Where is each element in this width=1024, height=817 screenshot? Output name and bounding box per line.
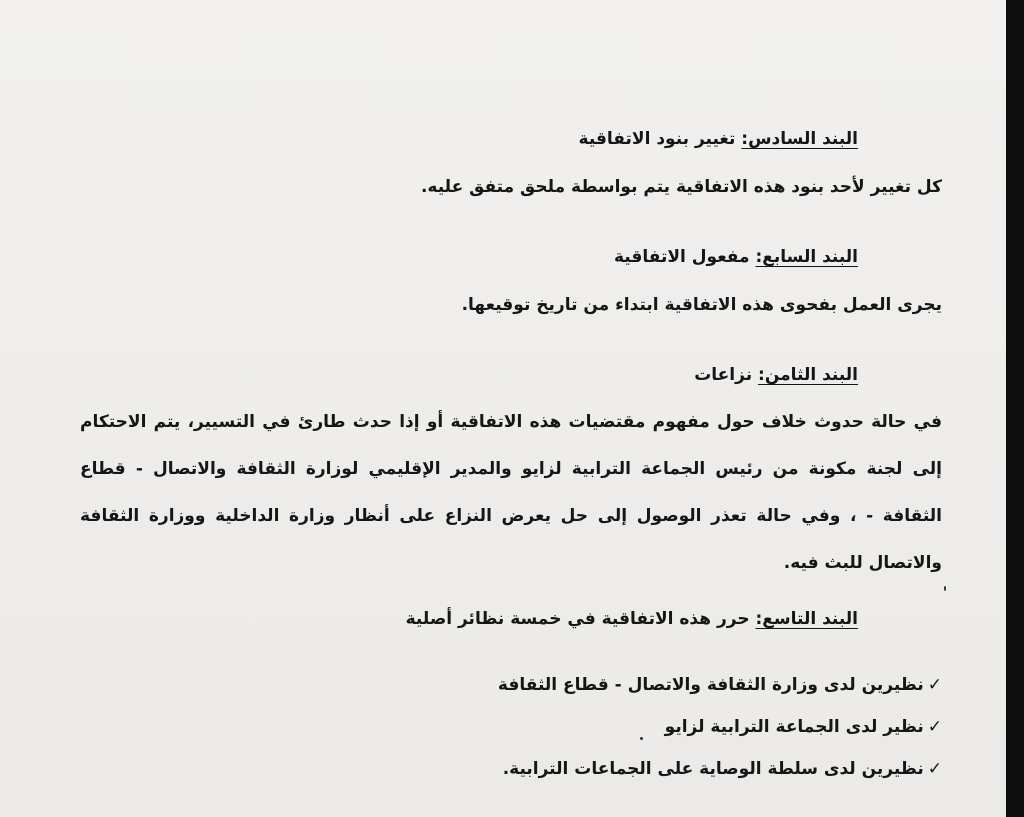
clause-9-title: حرر هذه الاتفاقية في خمسة نظائر أصلية xyxy=(405,609,756,629)
checkmark-icon: ✓ xyxy=(927,759,942,779)
clause-9-heading xyxy=(406,609,858,629)
list-item xyxy=(498,717,942,759)
scan-speck xyxy=(640,737,643,740)
clause-8-text: في حالة حدوث خلاف حول مفهوم مقتضيات هذه الاتفاقية أو إذا حدث طارئ في التسيير، يتم الاحتكام إلى لجنة مكونة من رئيس الجماعة الترابية لزايو والمدير الإقليمي لوزارة الثقافة والاتصال - قطاع الثقافة - ، وفي حالة تعذر الوصول إلى حل يعرض النزاع على أنظار وزارة الداخلية ووزارة الثقافة والاتصال للبث فيه. xyxy=(80,412,942,573)
clause-9-label: البند التاسع: xyxy=(755,609,858,629)
list-item xyxy=(498,759,942,801)
copies-list xyxy=(498,675,942,801)
clause-8-label: البند الثامن: xyxy=(758,365,858,385)
clause-6-text: كل تغيير لأحد بنود هذه الاتفاقية يتم بواسطة ملحق متفق عليه. xyxy=(420,177,942,197)
clause-6-title: تغيير بنود الاتفاقية xyxy=(578,129,742,149)
checkmark-icon: ✓ xyxy=(927,675,942,695)
copy-text: نظيرين لدى وزارة الثقافة والاتصال - قطاع الثقافة xyxy=(497,675,924,695)
list-item xyxy=(498,675,942,717)
checkmark-icon: ✓ xyxy=(927,717,942,737)
clause-7-label: البند السابع: xyxy=(755,247,858,267)
scan-speck xyxy=(944,586,946,591)
clause-6-heading xyxy=(579,129,858,149)
scan-edge xyxy=(1006,0,1024,817)
clause-7-text: يجرى العمل بفحوى هذه الاتفاقية ابتداء من تاريخ توقيعها. xyxy=(461,295,942,315)
clause-7-title: مفعول الاتفاقية xyxy=(614,247,756,267)
clause-8-title: نزاعات xyxy=(694,365,759,385)
copy-text: نظيرين لدى سلطة الوصاية على الجماعات الترابية. xyxy=(502,759,924,779)
clause-7-heading xyxy=(614,247,858,267)
clause-8-heading xyxy=(694,365,858,385)
clause-6-label: البند السادس: xyxy=(741,129,858,149)
copy-text: نظير لدى الجماعة الترابية لزايو xyxy=(664,717,924,737)
